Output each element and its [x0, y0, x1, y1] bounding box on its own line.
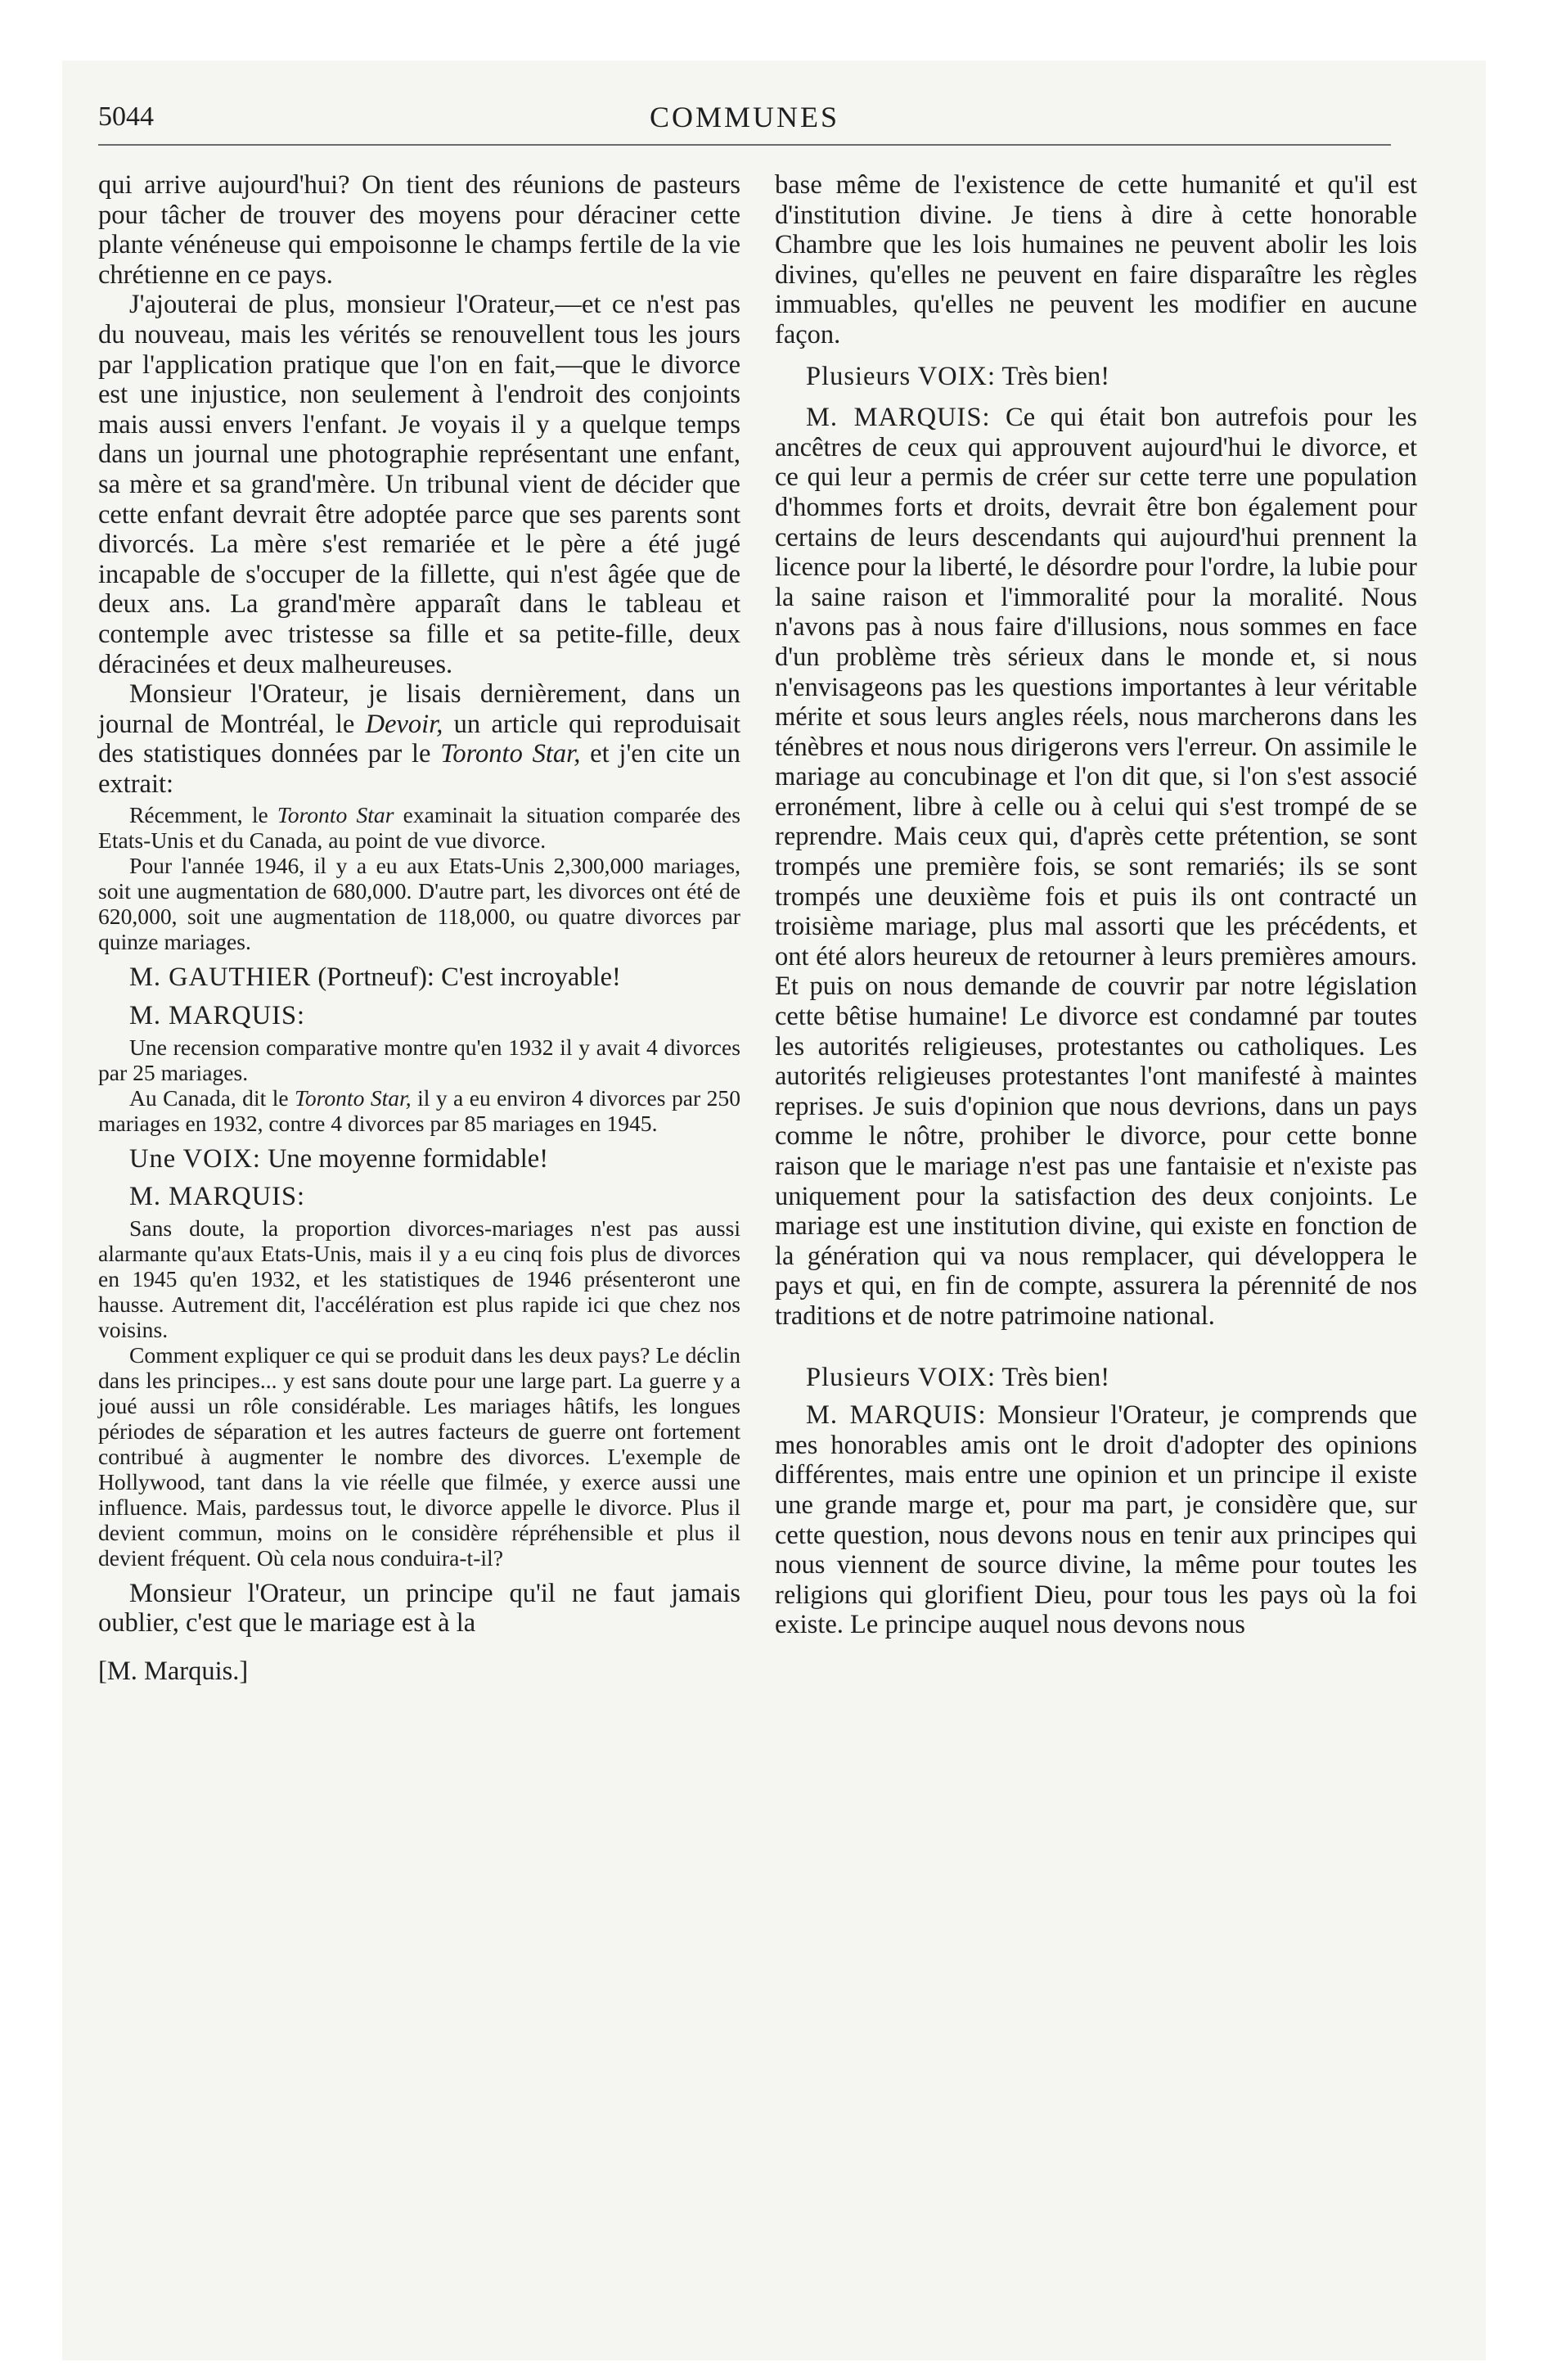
- spacer: [775, 1332, 1417, 1363]
- speaker-name: M. MARQUIS:: [806, 403, 991, 433]
- paragraph: [98, 679, 740, 799]
- paragraph-text: Monsieur l'Orateur, je lisais dernièrement, dans un journal de Montréal, le: [98, 679, 740, 739]
- speech-text: (Portneuf): C'est incroyable!: [311, 962, 621, 993]
- speaker-name: Plusieurs VOIX:: [806, 361, 996, 391]
- paragraph: qui arrive aujourd'hui? On tient des réunions de pasteurs pour tâcher de trouver des moyens pour déraciner cette plante vénéneuse qui empoisonne le champs fertile de la vie chrétienne en ce pays.: [98, 170, 740, 290]
- quotation-text: Récemment, le: [129, 802, 277, 828]
- speaker-intervention: [775, 403, 1417, 1331]
- paragraph: Monsieur l'Orateur, un principe qu'il ne faut jamais oublier, c'est que le mariage est à la: [98, 1578, 740, 1639]
- quotation: Une recension comparative montre qu'en 1932 il y avait 4 divorces par 25 mariages.: [98, 1034, 740, 1085]
- speaker-intervention: [775, 1400, 1417, 1640]
- quotation: Pour l'année 1946, il y a eu aux Etats-Unis 2,300,000 mariages, soit une augmentation de 680,000. D'autre part, les divorces ont été de 620,000, soit une augmentation de 118,000, ou quatre divorces par quinze mariages.: [98, 853, 740, 955]
- speech-text: Ce qui était bon autrefois pour les ancêtres de ceux qui approuvent aujourd'hui le divorce, et ce qui leur a permis de créer sur cette terre une population d'hommes forts et droits, devrait être bon également pour certains de leurs descendants qui aujourd'hui prennent la licence pour la liberté, le désordre pour l'ordre, la lubie pour la saine raison et l'immoralité pour la moralité. Nous n'avons pas à nous faire d'illusions, nous sommes en face d'un problème très sérieux dans le monde et, si nous n'envisageons pas les questions importantes à leur véritable mérite et sous leurs angles réels, nous marcherons dans les ténèbres et nous nous dirigerons vers l'erreur. On assimile le mariage au concubinage et l'on dit que, si l'on s'est associé erronément, libre à celle ou à celui qui s'est trompé de se reprendre. Mais ceux qui, d'après cette prétention, se sont trompés une première fois, se sont remariés; ils se sont trompés une deuxième fois et puis ils ont contracté un troisième mariage, plus mal assorti que les précédents, et ont été alors heureux de retourner à leurs premières amours. Et puis on nous demande de couvrir par notre législation cette bêtise humaine! Le divorce est condamné par toutes les autorités religieuses, protestantes ou catholiques. Les autorités religieuses protestantes l'ont manifesté à maintes reprises. Je suis d'opinion que nous devrions, dans un pays comme le nôtre, prohiber le divorce, pour cette bonne raison que le mariage n'est pas une fantaisie et n'existe pas uniquement pour la satisfaction des deux conjoints. Le mariage est une institution divine, qui existe en fonction de la génération qui va nous remplacer, qui développera le pays et qui, en fin de compte, assurera la pérennité de nos traditions et de notre patrimoine national.: [775, 403, 1417, 1331]
- paragraph-text: et j'en cite un extrait:: [98, 739, 740, 799]
- newspaper-title: Toronto Star: [277, 802, 394, 828]
- speaker-intervention: [98, 1001, 740, 1031]
- newspaper-title: Devoir,: [365, 709, 443, 739]
- left-column: [98, 170, 740, 1687]
- page-header: [98, 95, 1391, 146]
- paragraph: base même de l'existence de cette humanité et qu'il est d'institution divine. Je tiens à dire à cette honorable Chambre que les lois humaines ne peuvent abolir les lois divines, qu'elles ne peuvent en faire disparaître les règles immuables, qu'elles ne peuvent les modifier en aucune façon.: [775, 170, 1417, 349]
- speaker-name: Une VOIX:: [129, 1143, 261, 1174]
- newspaper-title: Toronto Star,: [295, 1084, 412, 1111]
- paragraph: J'ajouterai de plus, monsieur l'Orateur,—et ce n'est pas du nouveau, mais les vérités se renouvellent tous les jours par l'application pratique que l'on en fait,—que le divorce est une injustice, non seulement à l'endroit des conjoints mais aussi envers l'enfant. Je voyais il y a quelque temps dans un journal une photographie représentant une enfant, sa mère et sa grand'mère. Un tribunal vient de décider que cette enfant devrait être adoptée parce que ses parents sont divorcés. La mère s'est remariée et le père a été jugé incapable de s'occuper de la fillette, qui n'est âgée que de deux ans. La grand'mère apparaît dans le tableau et contemple avec tristesse sa fille et sa petite-fille, deux déracinées et deux malheureuses.: [98, 290, 740, 679]
- speaker-intervention: [98, 1182, 740, 1212]
- page-number: 5044: [98, 101, 154, 132]
- speech-text: Une moyenne formidable!: [260, 1143, 549, 1174]
- quotation-text: examinait la situation comparée des Etats-Unis et du Canada, au point de vue divorce.: [98, 802, 740, 854]
- newspaper-title: Toronto Star,: [440, 739, 581, 769]
- paragraph-text: un article qui reproduisait des statistiques données par le: [98, 709, 740, 769]
- speaker-name: M. MARQUIS:: [129, 1182, 306, 1212]
- running-head: COMMUNES: [649, 101, 840, 133]
- speech-text: Monsieur l'Orateur, je comprends que mes honorables amis ont le droit d'adopter des opinions différentes, mais entre une opinion et un principe il existe une grande marge et, pour ma part, je considère que, sur cette question, nous devons nous en tenir aux principes qui nous viennent de source divine, la même pour toutes les religions qui glorifient Dieu, pour tous les pays où la foi existe. Le principe auquel nous devons nous: [775, 1400, 1417, 1640]
- quotation-text: Au Canada, dit le: [129, 1084, 295, 1111]
- speaker-intervention: [98, 1144, 740, 1174]
- quotation: [98, 1085, 740, 1136]
- speaker-name: Plusieurs VOIX:: [806, 1362, 996, 1392]
- speech-text: Très bien!: [995, 361, 1110, 391]
- right-column: [775, 170, 1417, 1640]
- speaker-intervention: [775, 1363, 1417, 1393]
- speaker-name: M. MARQUIS:: [806, 1400, 987, 1431]
- speaker-name: M. MARQUIS:: [129, 1001, 306, 1031]
- speaker-intervention: [775, 362, 1417, 392]
- quotation: Comment expliquer ce qui se produit dans les deux pays? Le déclin dans les principes... y est sans doute pour une large part. La guerre y a joué aussi un rôle considérable. Les mariages hâtifs, les longues périodes de séparation et les autres facteurs de guerre ont fortement contribué à augmenter le nombre des divorces. L'exemple de Hollywood, tant dans la vie réelle que filmée, y exerce aussi une influence. Mais, pardessus tout, le divorce appelle le divorce. Plus il devient commun, moins on le considère répréhensible et plus il devient fréquent. Où cela nous conduira-t-il?: [98, 1341, 740, 1571]
- quotation: [98, 802, 740, 853]
- speaker-name: M. GAUTHIER: [129, 962, 312, 993]
- quotation: Sans doute, la proportion divorces-mariages n'est pas aussi alarmante qu'aux Etats-Unis, mais il y a eu cinq fois plus de divorces en 1945 qu'en 1932, et les statistiques de 1946 présenteront une hausse. Autrement dit, l'accélération est plus rapide ici que chez nos voisins.: [98, 1215, 740, 1342]
- speech-text: Très bien!: [995, 1362, 1110, 1392]
- speaker-intervention: [98, 962, 740, 993]
- quotation-text: il y a eu environ 4 divorces par 250 mariages en 1932, contre 4 divorces par 85 mariages en 1945.: [98, 1084, 740, 1136]
- speaker-signature: [M. Marquis.]: [98, 1657, 249, 1687]
